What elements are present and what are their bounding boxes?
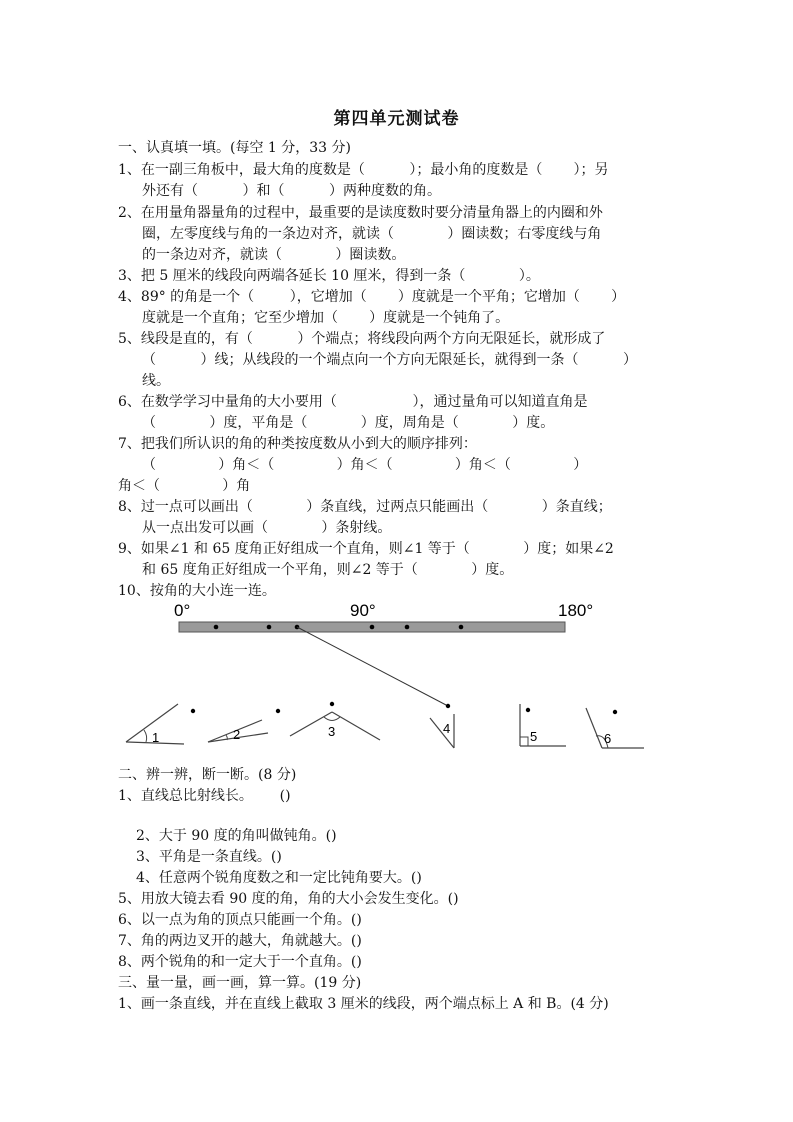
judge-item-8: 8、两个锐角的和一定大于一个直角。() <box>118 954 362 970</box>
ruler-dot <box>214 625 219 630</box>
q7-line2: （ ）角＜（ ）角＜（ ）角＜（ ） <box>142 457 588 473</box>
angle-label-6: 6 <box>604 731 612 746</box>
q9-line1: 9、如果∠1 和 65 度角正好组成一个直角，则∠1 等于（ ）度；如果∠2 <box>118 541 614 557</box>
q8-line2: 从一点出发可以画（ ）条射线。 <box>142 520 392 536</box>
ruler-dot <box>267 625 272 630</box>
angle-label-5: 5 <box>530 729 538 744</box>
q4-line1: 4、89° 的角是一个（ ），它增加（ ）度就是一个平角；它增加（ ） <box>118 289 626 305</box>
q2-line2: 圈，左零度线与角的一条边对齐，就读（ ）圈读数；右零度线与角 <box>142 226 602 242</box>
angle-1 <box>126 704 195 745</box>
q2-line1: 2、在用量角器量角的过程中，最重要的是读度数时要分清量角器上的内圈和外 <box>118 205 603 221</box>
section1-heading: 一、认真填一填。(每空 1 分，33 分) <box>118 140 351 156</box>
q9-line2: 和 65 度角正好组成一个平角，则∠2 等于（ ）度。 <box>142 562 514 578</box>
q6-line2: （ ）度，平角是（ ）度，周角是（ ）度。 <box>142 415 555 431</box>
section2-heading: 二、辨一辨，断一断。(8 分) <box>118 767 297 783</box>
draw-item-1: 1、画一条直线，并在直线上截取 3 厘米的线段，两个端点标上 A 和 B。(4 分) <box>118 996 609 1012</box>
connecting-line <box>297 627 448 706</box>
judge-item-5: 5、用放大镜去看 90 度的角，角的大小会发生变化。() <box>118 891 459 907</box>
angle-5 <box>520 704 566 746</box>
judge-item-4: 4、任意两个锐角度数之和一定比钝角要大。() <box>136 870 422 886</box>
judge-item-2: 2、大于 90 度的角叫做钝角。() <box>136 828 337 844</box>
ruler-label-180: 180° <box>558 601 594 620</box>
angle-label-3: 3 <box>328 724 336 739</box>
ruler-dot <box>370 625 375 630</box>
q3-line1: 3、把 5 厘米的线段向两端各延长 10 厘米，得到一条（ ）。 <box>118 268 540 284</box>
section3-heading: 三、量一量，画一画，算一算。(19 分) <box>118 975 362 991</box>
q6-line1: 6、在数学学习中量角的大小要用（ ），通过量角可以知道直角是 <box>118 394 588 410</box>
ruler-dot <box>405 625 410 630</box>
ruler-label-0: 0° <box>174 601 191 620</box>
angle-2 <box>208 709 280 742</box>
q5-line2: （ ）线；从线段的一个端点向一个方向无限延长，就得到一条（ ） <box>142 352 638 368</box>
q4-line2: 度就是一个直角；它至少增加（ ）度就是一个钝角了。 <box>142 310 510 326</box>
q5-line3: 线。 <box>142 373 170 389</box>
q7-line3: 角＜（ ）角 <box>118 478 251 494</box>
judge-item-1: 1、直线总比射线长。 () <box>118 788 291 804</box>
angle-label-4: 4 <box>443 721 451 736</box>
judge-item-7: 7、角的两边叉开的越大，角就越大。() <box>118 933 362 949</box>
q2-line3: 的一条边对齐，就读（ ）圈读数。 <box>142 247 406 263</box>
q5-line1: 5、线段是直的，有（ ）个端点；将线段向两个方向无限延长，就形成了 <box>118 331 606 347</box>
q10-line1: 10、按角的大小连一连。 <box>118 583 276 599</box>
q1-line1: 1、在一副三角板中，最大角的度数是（ ）；最小角的度数是（ ）；另 <box>118 162 609 178</box>
angle-matching-figure <box>118 596 648 756</box>
ruler-dot <box>459 625 464 630</box>
angle-label-1: 1 <box>152 730 160 745</box>
angle-4 <box>430 704 454 748</box>
angle-6 <box>586 708 644 748</box>
judge-item-3: 3、平角是一条直线。() <box>136 849 282 865</box>
ruler-label-90: 90° <box>350 601 376 620</box>
q8-line1: 8、过一点可以画出（ ）条直线，过两点只能画出（ ）条直线； <box>118 499 612 515</box>
angle-3 <box>290 702 380 740</box>
q7-line1: 7、把我们所认识的角的种类按度数从小到大的顺序排列： <box>118 436 477 452</box>
q1-line2: 外还有（ ）和（ ）两种度数的角。 <box>142 183 442 199</box>
judge-item-6: 6、以一点为角的顶点只能画一个角。() <box>118 912 362 928</box>
page-title: 第四单元测试卷 <box>333 109 460 129</box>
angle-label-2: 2 <box>233 727 241 742</box>
